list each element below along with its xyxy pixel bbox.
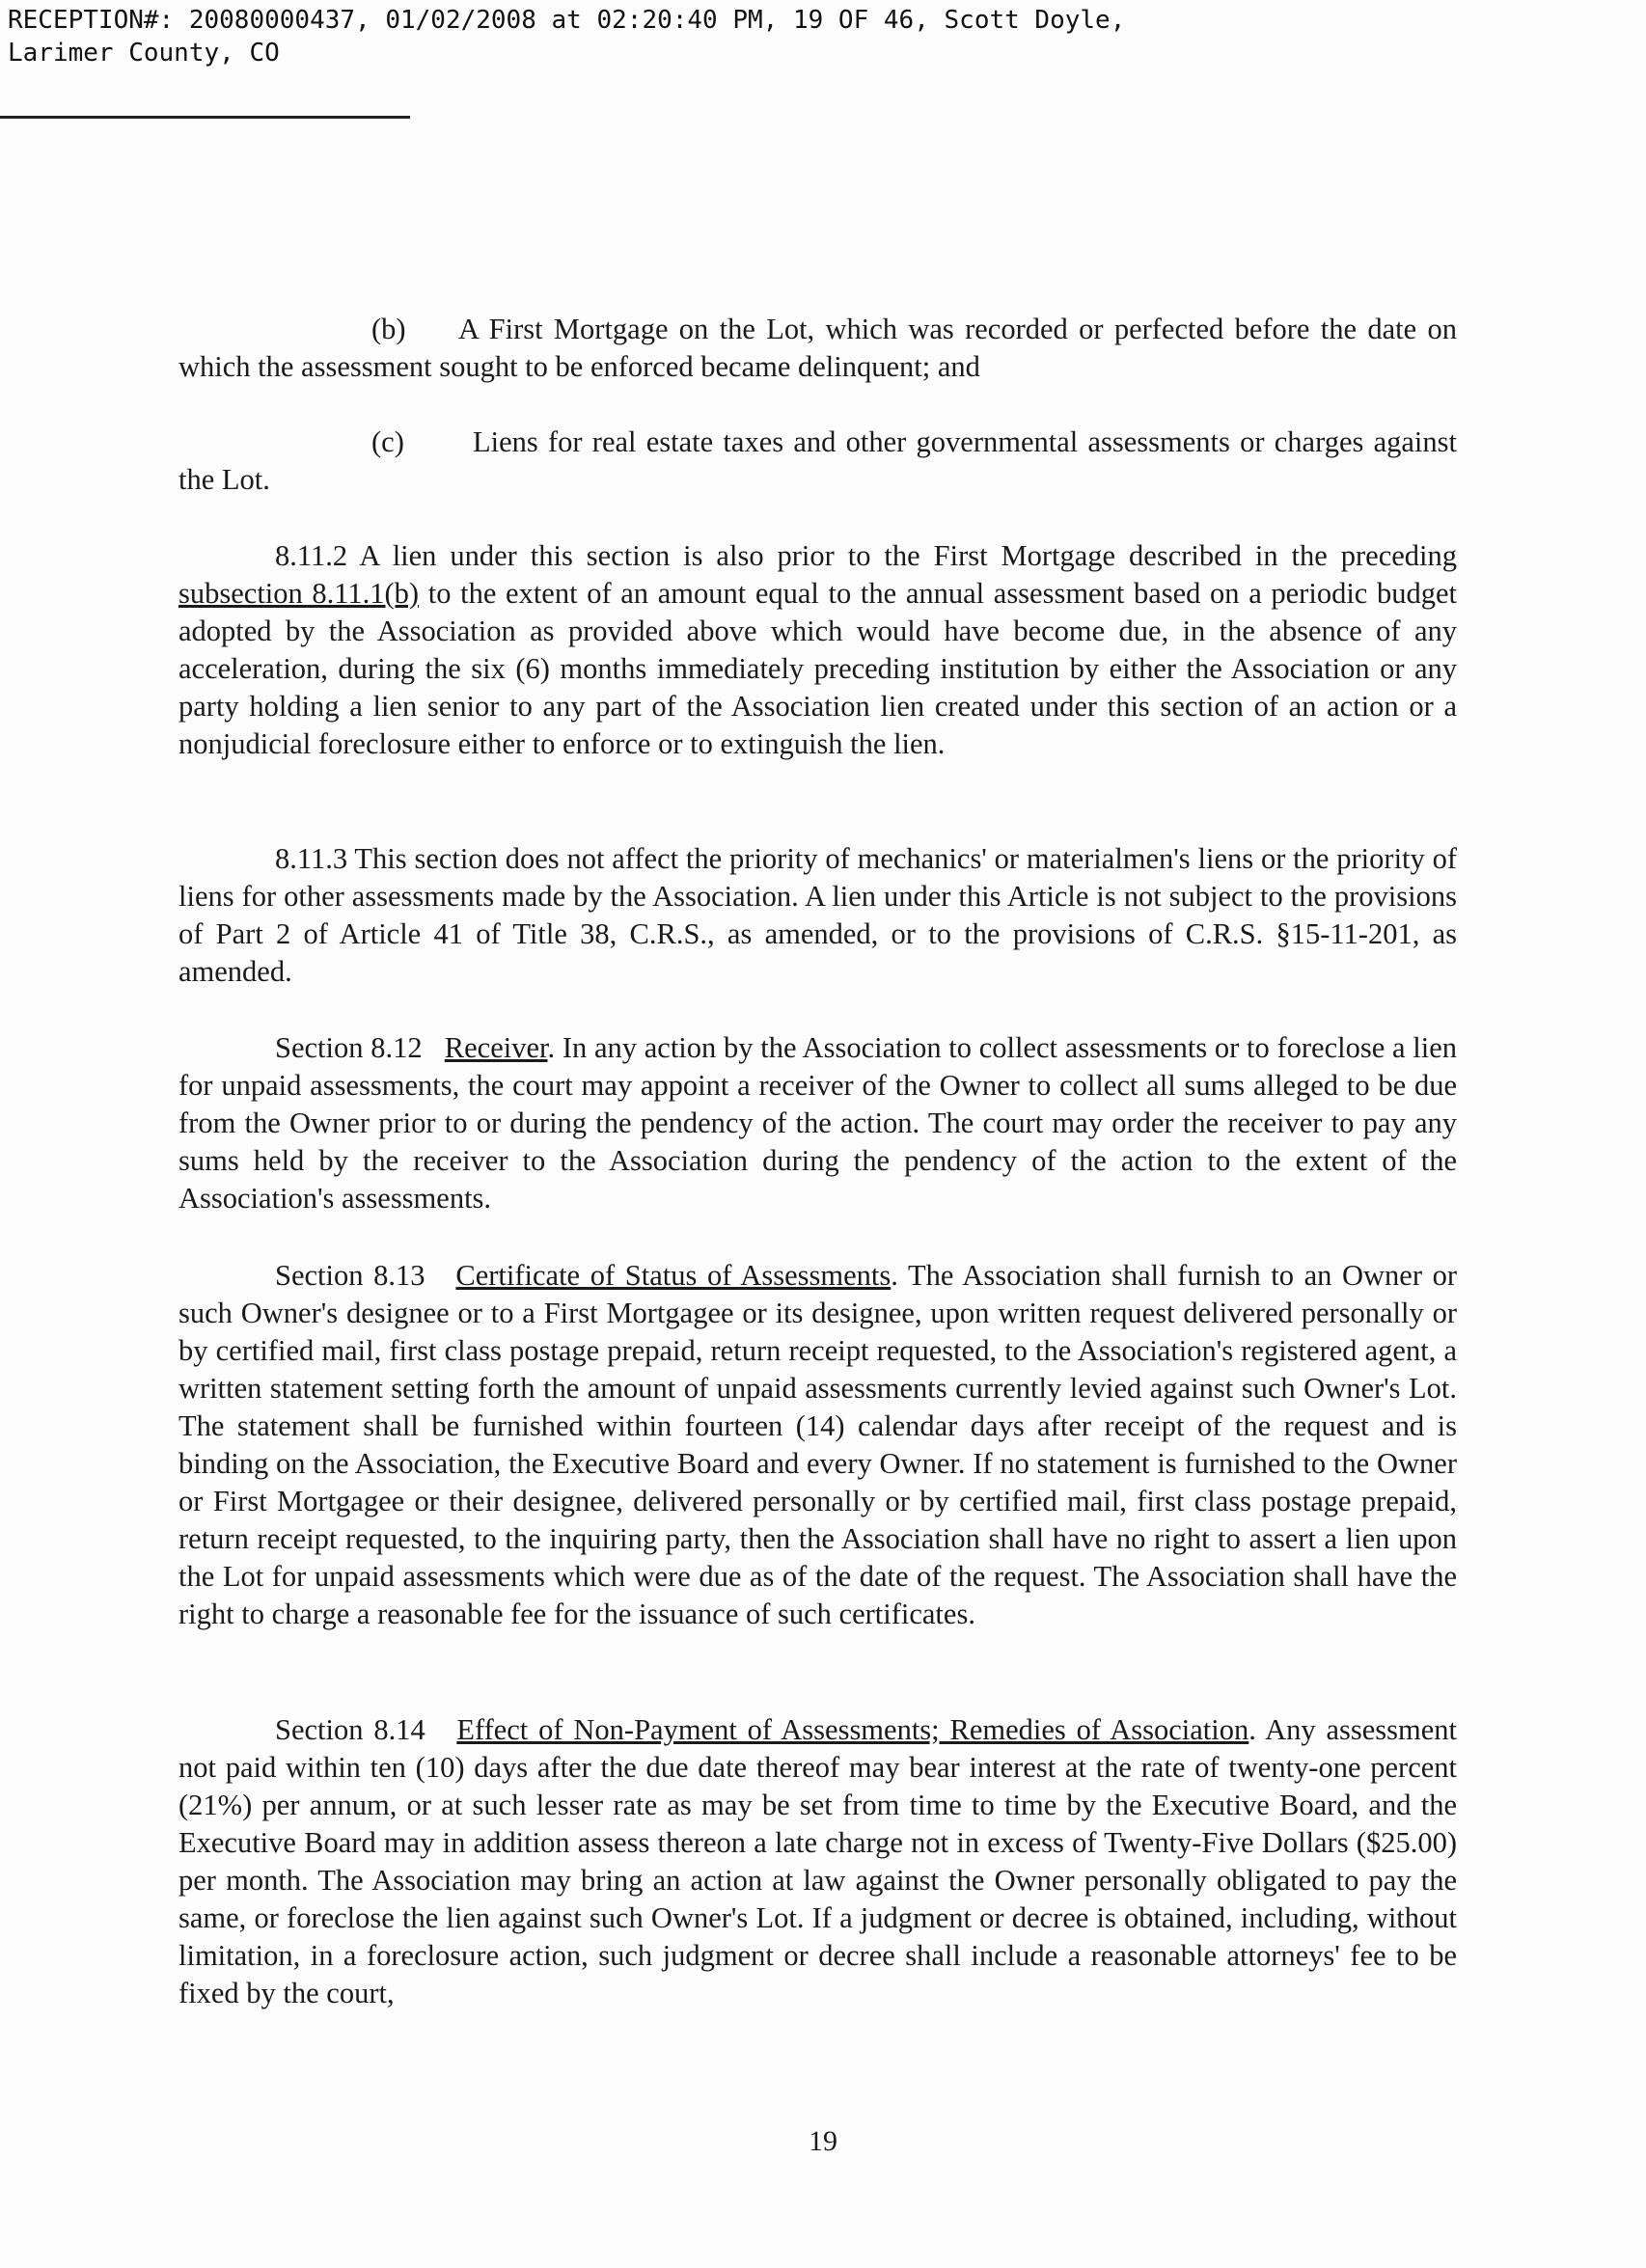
subsection-8-11-2-text-end: to the extent of an amount equal to the annual assessment based on a periodic budget adopted by the Association as provided above which would have become due, in the absence of any acceleration, during the six (6) months immediately preceding institution by either the Association or any party holding a lien senior to any part of the Association lien created under this section of an action or a nonjudicial foreclosure either to enforce or to extinguish the lien. [178,577,1457,760]
section-8-12-title: Receiver [444,1031,548,1064]
section-8-14-label: Section 8.14 [275,1713,425,1746]
section-8-13-label: Section 8.13 [275,1259,425,1292]
subsection-8-11-2-text-start: A lien under this section is also prior to the First Mortgage described in the preceding [359,539,1457,572]
clause-b [178,311,1457,386]
subsection-8-11-3-number: 8.11.3 [275,842,348,875]
section-8-14: Section 8.14 Effect of Non-Payment of Assessments; Remedies of Association. Any assessment not paid within ten (10) days after the due date thereof may bear interest at the rate of twenty-one percent (21%) per annum, or at such lesser rate as may be set from time to time by the Executive Board, and the Executive Board may in addition assess thereon a late charge not in excess of Twenty-Five Dollars ($25.00) per month. The Association may bring an action at law against the Owner personally obligated to pay the same, or foreclose the lien against such Owner's Lot. If a judgment or decree is obtained, including, without limitation, in a foreclosure action, such judgment or decree shall include a reasonable attorneys' fee to be fixed by the court, [178,1713,1457,2009]
clause-c-text: Liens for real estate taxes and other governmental assessments or charges against the Lot. [178,425,1457,496]
subsection-8-11-1b-reference: subsection 8.11.1(b) [178,577,420,610]
subsection-8-11-3-text: This section does not affect the priority of mechanics' or materialmen's liens or the priority of liens for other assessments made by the Association. A lien under this Article is not subject to the provisions of Part 2 of Article 41 of Title 38, C.R.S., as amended, or to the provisions of C.R.S. §15-11-201, as amended. [178,842,1458,988]
section-8-13-title: Certificate of Status of Assessments [455,1259,892,1292]
section-8-12: Section 8.12 Receiver. In any action by the Association to collect assessments or to foreclose a lien for unpaid assessments, the court may appoint a receiver of the Owner to collect all sums alleged to be due from the Owner prior to or during the pendency of the action. The court may order the receiver to pay any sums held by the receiver to the Association during the pendency of the action to the extent of the Association's assessments. [178,1031,1457,1215]
clause-c [178,424,1457,499]
clause-b-label: (b) [371,313,406,345]
recording-stamp-line-2: Larimer County, CO [8,39,280,68]
section-8-14-text: Any assessment not paid within ten (10) days after the due date thereof may bear interest at the rate of twenty-one percent (21%) per annum, or at such lesser rate as may be set from time to time by the Executive Board, and the Executive Board may in addition assess thereon a late charge not in excess of Twenty-Five Dollars ($25.00) per month. The Association may bring an action at law against the Owner personally obligated to pay the same, or foreclose the lien against such Owner's Lot. If a judgment or decree is obtained, including, without limitation, in a foreclosure action, such judgment or decree shall include a reasonable attorneys' fee to be fixed by the court, [178,1713,1457,2009]
subsection-8-11-2 [178,537,1457,763]
page-number: 19 [809,2125,837,2157]
subsection-8-11-2-number: 8.11.2 [275,539,348,572]
recording-stamp [8,4,1125,69]
recording-stamp-line-1: RECEPTION#: 20080000437, 01/02/2008 at 02:20:40 PM, 19 OF 46, Scott Doyle, [8,6,1126,35]
section-8-13-text: The Association shall furnish to an Owner or such Owner's designee or to a First Mortgagee or its designee, upon written request delivered personally or by certified mail, first class postage prepaid, return receipt requested, to the Association's registered agent, a written statement setting forth the amount of unpaid assessments currently levied against such Owner's Lot. The statement shall be furnished within fourteen (14) calendar days after receipt of the request and is binding on the Association, the Executive Board and every Owner. If no statement is furnished to the Owner or First Mortgagee or their designee, delivered personally or by certified mail, first class postage prepaid, return receipt requested, to the inquiring party, then the Association shall have no right to assert a lien upon the Lot for unpaid assessments which were due as of the date of the request. The Association shall have the right to charge a reasonable fee for the issuance of such certificates. [178,1259,1458,1630]
section-8-14-title: Effect of Non-Payment of Assessments; Remedies of Association [456,1713,1249,1746]
stamp-divider [0,116,410,119]
section-8-12-text: In any action by the Association to collect assessments or to foreclose a lien for unpaid assessments, the court may appoint a receiver of the Owner to collect all sums alleged to be due from the Owner prior to or during the pendency of the action. The court may order the receiver to pay any sums held by the receiver to the Association during the pendency of the action to the extent of the Association's assessments. [178,1031,1457,1215]
clause-c-label: (c) [371,425,404,458]
clause-b-text: A First Mortgage on the Lot, which was recorded or perfected before the date on which the assessment sought to be enforced became delinquent; and [178,313,1457,383]
section-8-13: Section 8.13 Certificate of Status of Assessments. The Association shall furnish to an Owner or such Owner's designee or to a First Mortgagee or its designee, upon written request delivered personally or by certified mail, first class postage prepaid, return receipt requested, to the Association's registered agent, a written statement setting forth the amount of unpaid assessments currently levied against such Owner's Lot. The statement shall be furnished within fourteen (14) calendar days after receipt of the request and is binding on the Association, the Executive Board and every Owner. If no statement is furnished to the Owner or First Mortgagee or their designee, delivered personally or by certified mail, first class postage prepaid, return receipt requested, to the inquiring party, then the Association shall have no right to assert a lien upon the Lot for unpaid assessments which were due as of the date of the request. The Association shall have the right to charge a reasonable fee for the issuance of such certificates. [178,1259,1458,1630]
subsection-8-11-3 [178,840,1457,991]
section-8-12-label: Section 8.12 [275,1031,423,1064]
